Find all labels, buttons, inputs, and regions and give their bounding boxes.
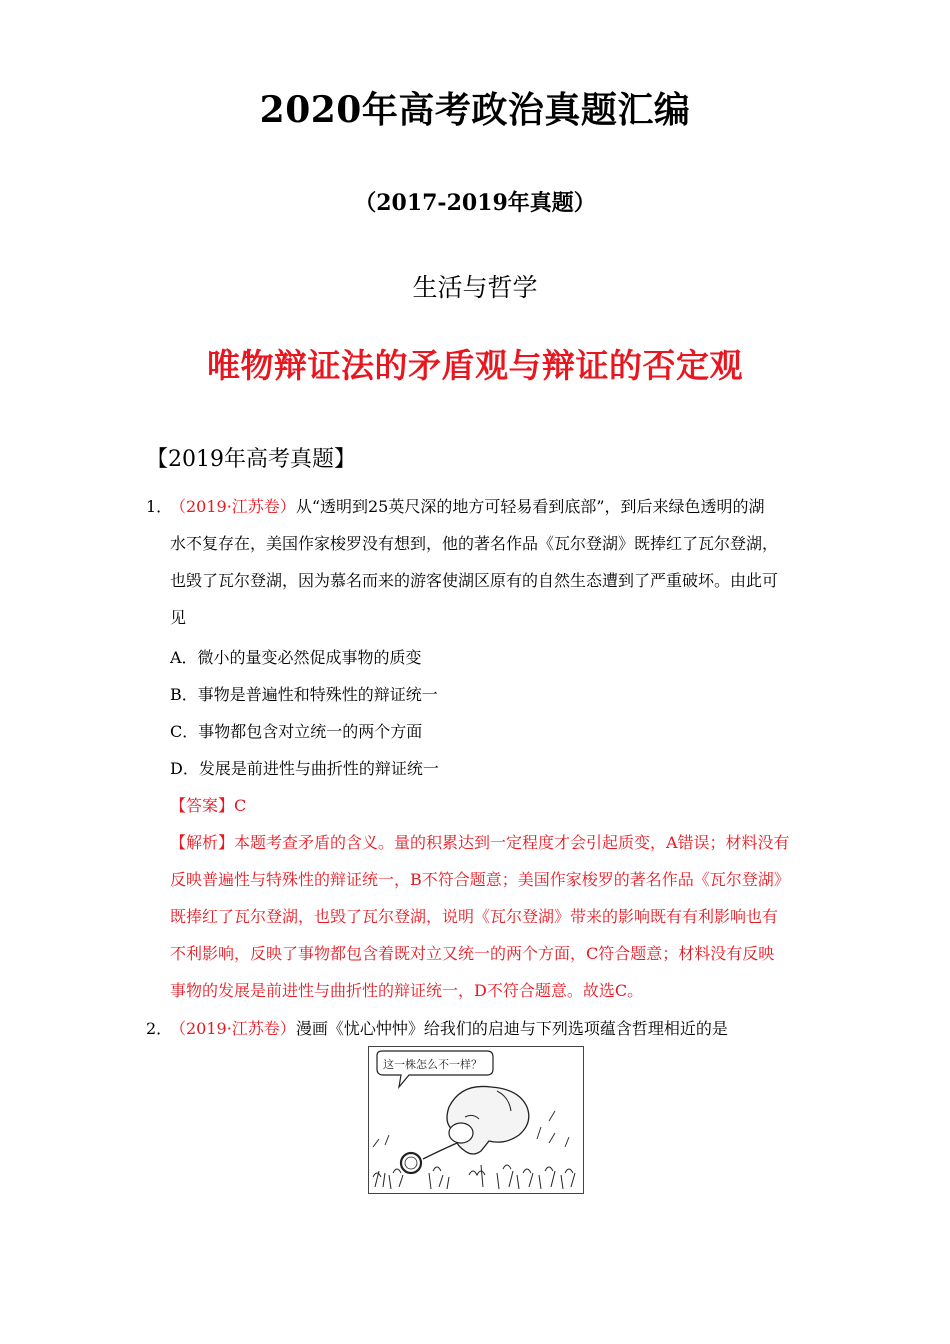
question-number: 1． (146, 497, 173, 516)
question-source: （2019·江苏卷） (170, 1019, 296, 1038)
option-b: B．事物是普遍性和特殊性的辩证统一 (170, 685, 438, 704)
topic-heading: 唯物辩证法的矛盾观与辩证的否定观 (207, 346, 743, 385)
document-subtitle: （2017-2019年真题） (354, 190, 596, 216)
document-title: 2020年高考政治真题汇编 (259, 89, 691, 131)
analysis (170, 824, 810, 1009)
question-stem (170, 488, 810, 636)
stem-line: 水不复存在，美国作家梭罗没有想到，他的著名作品《瓦尔登湖》既捧红了瓦尔登湖， (170, 534, 779, 553)
cartoon-caption: 这一株怎么不一样？ (383, 1058, 482, 1071)
option-d: D．发展是前进性与曲折性的辩证统一 (170, 759, 439, 778)
analysis-line: 不利影响，反映了事物都包含着既对立又统一的两个方面，C符合题意；材料没有反映 (170, 944, 775, 963)
analysis-line: 既捧红了瓦尔登湖，也毁了瓦尔登湖，说明《瓦尔登湖》带来的影响既有有利影响也有 (170, 907, 779, 926)
stem-line: （2019·江苏卷）从“透明到25英尺深的地方可轻易看到底部”，到后来绿色透明的湖 (170, 497, 765, 516)
analysis-line: 【解析】本题考查矛盾的含义。量的积累达到一定程度才会引起质变，A错误；材料没有 (170, 833, 790, 852)
cartoon-illustration (368, 1046, 584, 1194)
stem-line: 见 (170, 608, 187, 627)
question-1 (146, 488, 810, 636)
option-c: C．事物都包含对立统一的两个方面 (170, 722, 423, 741)
question-2 (146, 1010, 810, 1047)
analysis-line: 反映普遍性与特殊性的辩证统一，B不符合题意；美国作家梭罗的著名作品《瓦尔登湖》 (170, 870, 790, 889)
year-heading: 【2019年高考真题】 (146, 447, 356, 472)
cartoon-drawing (369, 1047, 583, 1193)
answer: 【答案】C (170, 796, 247, 815)
question-number: 2． (146, 1019, 173, 1038)
stem-line: 也毁了瓦尔登湖，因为慕名而来的游客使湖区原有的自然生态遭到了严重破坏。由此可 (170, 571, 779, 590)
question-stem: （2019·江苏卷）漫画《忧心忡忡》给我们的启迪与下列选项蕴含哲理相近的是 (170, 1019, 728, 1038)
option-a: A．微小的量变必然促成事物的质变 (170, 648, 422, 667)
analysis-line: 事物的发展是前进性与曲折性的辩证统一，D不符合题意。故选C。 (170, 981, 644, 1000)
question-source: （2019·江苏卷） (170, 497, 296, 516)
section-heading: 生活与哲学 (412, 273, 538, 302)
